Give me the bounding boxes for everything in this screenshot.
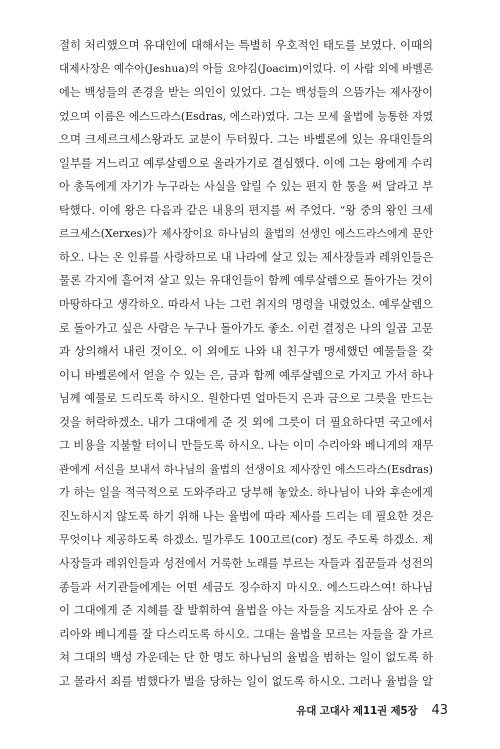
text-line-10: 하오. 나는 온 인류를 사랑하므로 내 나라에 살고 있는 제사장들과 레위인들은 xyxy=(59,250,433,264)
text-line-5: 으며 크세르크세스왕과도 교분이 두터웠다. 그는 바벨론에 있는 유대인들의 xyxy=(59,132,433,147)
text-line-25: 이 그대에게 준 지혜를 잘 발휘하여 율법을 아는 자들을 지도자로 삼아 온 수 xyxy=(59,603,433,618)
text-line-27: 쳐 그대의 백성 가운데는 단 한 명도 하나님의 율법을 범하는 일이 없도록 하 xyxy=(59,650,433,665)
running-head: 유대 고대사 제11권 제5장 xyxy=(296,704,418,717)
text-line-20: 가 하는 일을 적극적으로 도와주라고 당부해 놓았소. 하나님이 나와 후손에게 xyxy=(59,486,433,500)
text-line-2: 대제사장은 예수아(Jeshua)의 아들 요야김(Joacim)이었다. 이 사람 외에 바벨론 xyxy=(59,62,433,75)
text-line-9: 르크세스(Xerxes)가 제사장이요 하나님의 율법의 선생인 에스드라스에게 문안 xyxy=(59,227,433,241)
text-line-18: 그 비용을 지불할 터이니 만들도록 하시오. 나는 이미 수리아와 베니게의 재무 xyxy=(59,439,433,453)
text-line-4: 었으며 이름은 에스드라스(Esdras, 에스라)였다. 그는 모세 율법에 능통한 자였 xyxy=(59,109,433,123)
text-line-13: 로 돌아가고 싶은 사람은 누구나 돌아가도 좋소. 이런 결정은 나의 일곱 고문 xyxy=(59,320,433,335)
text-line-26: 리아와 베니게를 잘 다스리도록 하시오. 그대는 율법을 모르는 자들을 잘 가르 xyxy=(59,627,433,641)
text-line-14: 과 상의해서 내린 것이오. 이 외에도 나와 내 친구가 맹세했던 예물들을 갖 xyxy=(59,344,433,359)
text-line-23: 사장들과 레위인들과 성전에서 거룩한 노래를 부르는 자들과 집꾼들과 성전의 xyxy=(59,557,433,571)
text-line-11: 물론 각지에 흩어져 살고 있는 유대인들이 함께 예루살렘으로 돌아가는 것이 xyxy=(59,273,433,288)
text-line-8: 탁했다. 이에 왕은 다음과 같은 내용의 편지를 써 주었다. “왕 중의 왕인 크세 xyxy=(59,203,433,217)
text-line-7: 아 총독에게 자기가 누구라는 사실을 알릴 수 있는 편지 한 통을 써 달라고 부 xyxy=(59,180,433,194)
text-line-17: 것을 허락하겠소. 내가 그대에게 준 것 외에 그릇이 더 필요하다면 국고에서 xyxy=(59,414,433,429)
text-line-21: 진노하시지 않도록 하기 위해 나는 율법에 따라 제사를 드리는 데 필요한 것은 xyxy=(59,509,433,523)
body-text xyxy=(59,34,433,693)
text-line-16: 님께 예물로 드리도록 하시오. 원한다면 얼마든지 은과 금으로 그릇을 만드는 xyxy=(59,392,433,406)
text-line-15: 이니 바벨론에서 얻을 수 있는 은, 금과 함께 예루살렘으로 가지고 가서 하나 xyxy=(59,367,433,382)
text-line-1: 절히 처리했으며 유대인에 대해서는 특별히 우호적인 태도를 보였다. 이때의 xyxy=(59,38,433,52)
text-line-19: 관에게 서신을 보내서 하나님의 율법의 선생이요 제사장인 에스드라스(Esdras) xyxy=(59,462,433,476)
text-line-6: 일부를 거느리고 예루살렘으로 올라가기로 결심했다. 이에 그는 왕에게 수리 xyxy=(59,155,433,170)
text-line-22: 무엇이나 제공하도록 하겠소. 밀가루도 100고르(cor) 정도 주도록 하겠소. 제 xyxy=(59,533,433,547)
text-line-12: 마땅하다고 생각하오. 따라서 나는 그런 취지의 명령을 내렸었소. 예루살렘으 xyxy=(59,298,433,312)
page-footer xyxy=(296,701,448,719)
text-line-3: 에는 백성들의 존경을 받는 의인이 있었다. 그는 백성들의 으뜸가는 제사장이 xyxy=(59,86,433,100)
page-number: 43 xyxy=(431,702,448,718)
text-line-28: 고 몰라서 죄를 범했다가 벌을 당하는 일이 없도록 하시오. 그러나 율법을 알 xyxy=(59,673,433,688)
text-line-24: 종들과 서기관들에게는 어떤 세금도 징수하지 마시오. 에스드라스여! 하나님 xyxy=(59,580,433,594)
